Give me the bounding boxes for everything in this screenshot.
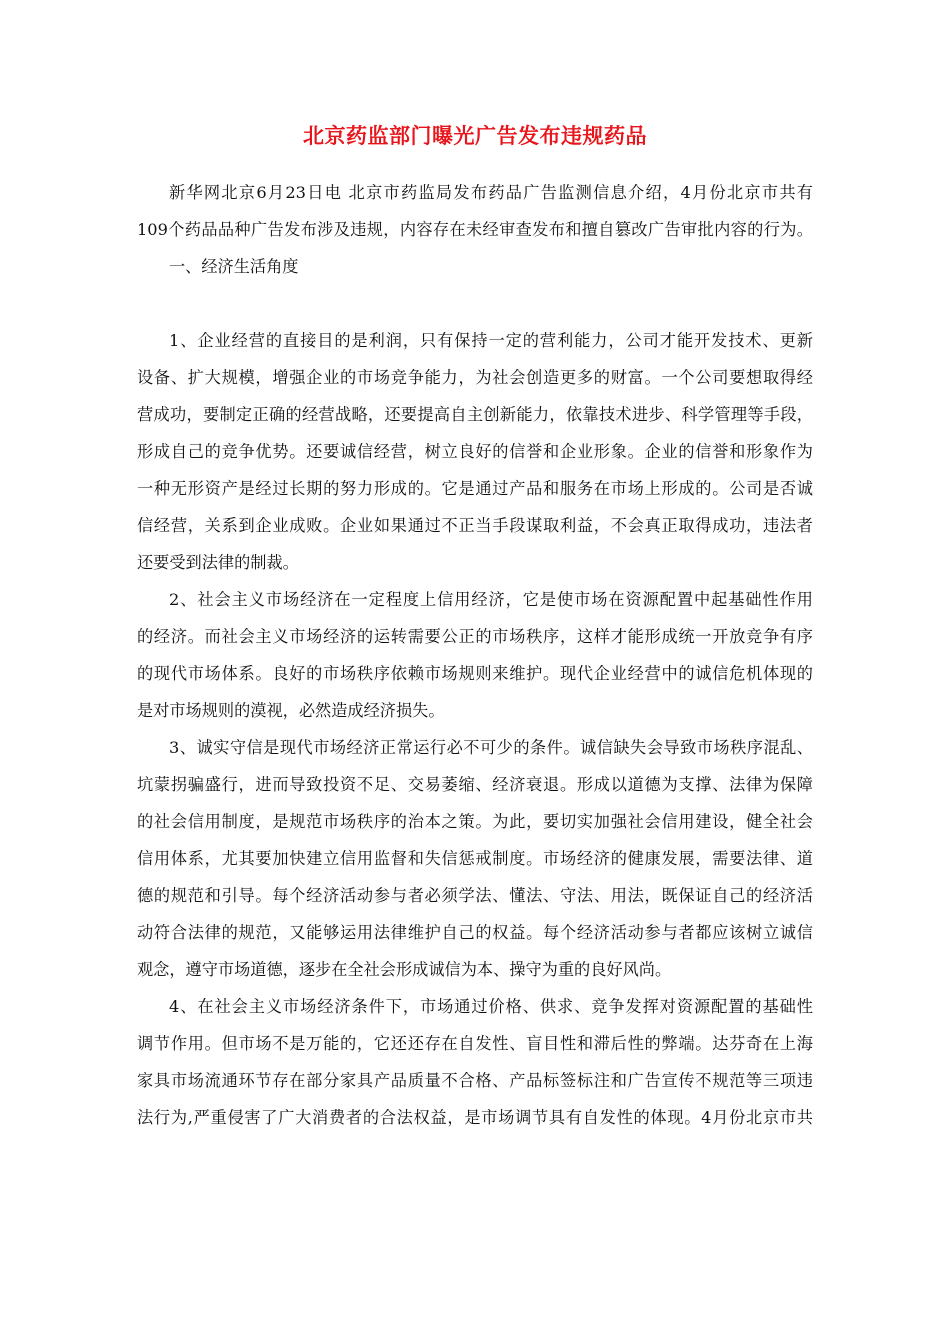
text-line: 设备、扩大规模，增强企业的市场竞争能力，为社会创造更多的财富。一个公司要想取得经 [137,368,813,387]
text-line: 还要受到法律的制裁。 [137,553,299,572]
document-title: 北京药监部门曝光广告发布违规药品 [303,123,647,148]
text-line: 营成功，要制定正确的经营战略，还要提高自主创新能力，依靠技术进步、科学管理等手段， [137,405,813,424]
text-line: 新华网北京6月23日电 北京市药监局发布药品广告监测信息介绍，4月份北京市共有 [169,183,813,202]
text-line: 观念，遵守市场道德，逐步在全社会形成诚信为本、操守为重的良好风尚。 [137,960,672,979]
text-line: 动符合法律的规范，又能够运用法律维护自己的权益。每个经济活动参与者都应该树立诚信 [137,923,813,942]
paragraph-point-1 [137,322,813,581]
paragraph-point-2 [137,581,813,729]
text-line: 的社会信用制度，是规范市场秩序的治本之策。为此，要切实加强社会信用建设，健全社会 [137,812,813,831]
text-line: 德的规范和引导。每个经济活动参与者必须学法、懂法、守法、用法，既保证自己的经济活 [137,886,813,905]
text-line: 一种无形资产是经过长期的努力形成的。它是通过产品和服务在市场上形成的。公司是否诚 [137,479,813,498]
text-line: 1、企业经营的直接目的是利润，只有保持一定的营利能力，公司才能开发技术、更新 [169,331,813,350]
text-line: 信用体系，尤其要加快建立信用监督和失信惩戒制度。市场经济的健康发展，需要法律、道 [137,849,813,868]
paragraph-point-4 [137,988,813,1136]
text-line: 109个药品品种广告发布涉及违规，内容存在未经审查发布和擅自篡改广告审批内容的行为。 [137,220,813,239]
text-line: 3、诚实守信是现代市场经济正常运行必不可少的条件。诚信缺失会导致市场秩序混乱、 [169,738,813,757]
text-line: 家具市场流通环节存在部分家具产品质量不合格、产品标签标注和广告宣传不规范等三项违 [137,1071,813,1090]
document-body [137,174,813,1136]
text-line: 4、在社会主义市场经济条件下，市场通过价格、供求、竞争发挥对资源配置的基础性 [169,997,813,1016]
text-line: 形成自己的竞争优势。还要诚信经营，树立良好的信誉和企业形象。企业的信誉和形象作为 [137,442,813,461]
section-heading [137,248,813,285]
text-line: 一、经济生活角度 [169,257,299,276]
text-line: 2、社会主义市场经济在一定程度上信用经济，它是使市场在资源配置中起基础性作用 [169,590,813,609]
paragraph-point-3 [137,729,813,988]
paragraph-intro [137,174,813,248]
text-line: 的现代市场体系。良好的市场秩序依赖市场规则来维护。现代企业经营中的诚信危机体现的 [137,664,813,683]
text-line: 的经济。而社会主义市场经济的运转需要公正的市场秩序，这样才能形成统一开放竞争有序 [137,627,813,646]
text-line: 信经营，关系到企业成败。企业如果通过不正当手段谋取利益，不会真正取得成功，违法者 [137,516,813,535]
text-line: 坑蒙拐骗盛行，进而导致投资不足、交易萎缩、经济衰退。形成以道德为支撑、法律为保障 [137,775,813,794]
text-line: 调节作用。但市场不是万能的，它还还存在自发性、盲目性和滞后性的弊端。达芬奇在上海 [137,1034,813,1053]
text-line: 是对市场规则的漠视，必然造成经济损失。 [137,701,445,720]
text-line: 法行为,严重侵害了广大消费者的合法权益，是市场调节具有自发性的体现。4月份北京市共 [137,1108,813,1127]
